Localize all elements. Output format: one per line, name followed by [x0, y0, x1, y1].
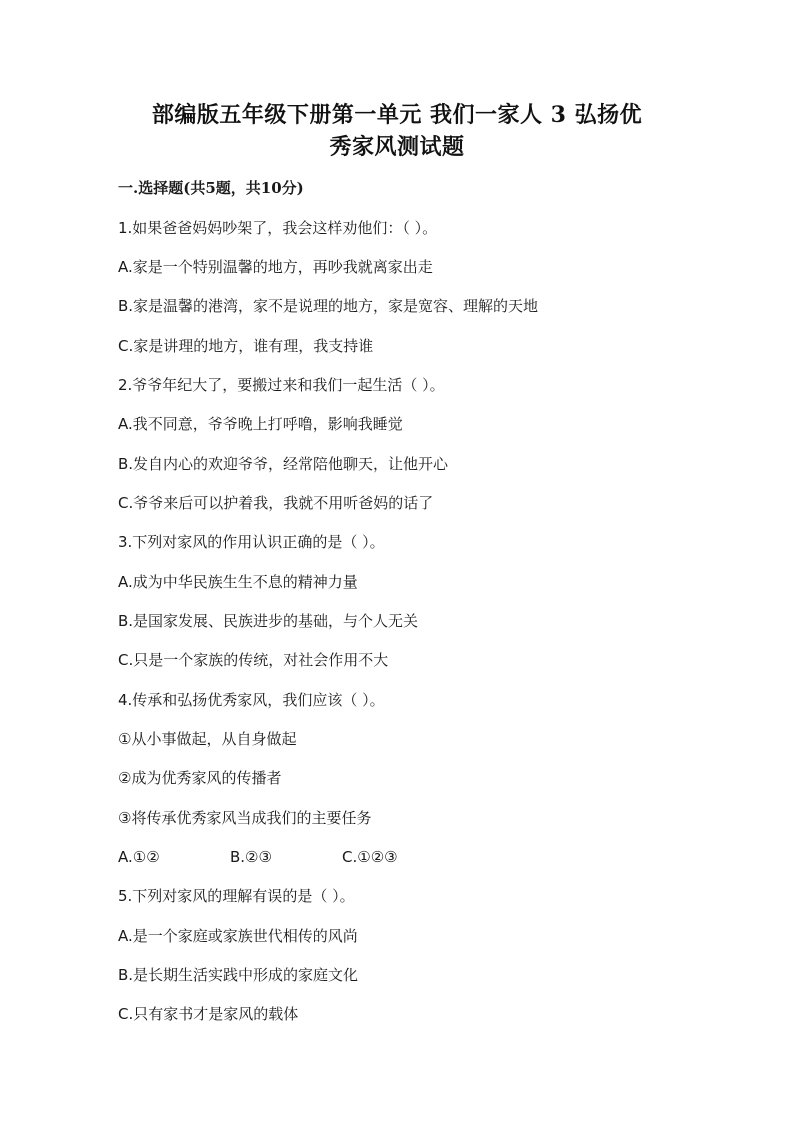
question-2-option-a: A.我不同意，爷爷晚上打呼噜，影响我睡觉: [118, 415, 403, 433]
question-4-statement-1: ①从小事做起，从自身做起: [118, 730, 297, 748]
question-5-option-a: A.是一个家庭或家族世代相传的风尚: [118, 927, 358, 945]
document-title-line-2: 秀家风测试题: [329, 134, 465, 160]
question-2-stem: 2.爷爷年纪大了，要搬过来和我们一起生活（ ）。: [118, 376, 445, 394]
question-5-option-c: C.只有家书才是家风的载体: [118, 1005, 299, 1023]
question-1-option-c: C.家是讲理的地方，谁有理，我支持谁: [118, 337, 374, 355]
question-3-option-c: C.只是一个家族的传统，对社会作用不大: [118, 651, 389, 669]
question-4-statement-2: ②成为优秀家风的传播者: [118, 769, 282, 787]
question-1-stem: 1.如果爸爸妈妈吵架了，我会这样劝他们：（ ）。: [118, 219, 438, 237]
question-4-option-a: A.①②: [118, 848, 160, 866]
question-1-option-a: A.家是一个特别温馨的地方，再吵我就离家出走: [118, 258, 433, 276]
question-3-option-a: A.成为中华民族生生不息的精神力量: [118, 573, 358, 591]
question-2-option-b: B.发自内心的欢迎爷爷，经常陪他聊天，让他开心: [118, 455, 449, 473]
question-4-option-b: B.②③: [230, 848, 272, 866]
question-4-statement-3: ③将传承优秀家风当成我们的主要任务: [118, 809, 372, 827]
section-heading: 一.选择题(共5题，共10分): [118, 179, 304, 197]
question-2-option-c: C.爷爷来后可以护着我，我就不用听爸妈的话了: [118, 494, 434, 512]
document-title-line-1: 部编版五年级下册第一单元 我们一家人 3 弘扬优: [151, 102, 643, 128]
question-4-options-row: [118, 847, 538, 867]
question-5-option-b: B.是长期生活实践中形成的家庭文化: [118, 966, 359, 984]
question-1-option-b: B.家是温馨的港湾，家不是说理的地方，家是宽容、理解的天地: [118, 297, 539, 315]
question-3-option-b: B.是国家发展、民族进步的基础，与个人无关: [118, 612, 419, 630]
question-4-option-c: C.①②③: [342, 848, 398, 866]
question-5-stem: 5.下列对家风的理解有误的是（ ）。: [118, 887, 355, 905]
question-4-stem: 4.传承和弘扬优秀家风，我们应该（ ）。: [118, 691, 385, 709]
question-3-stem: 3.下列对家风的作用认识正确的是（ ）。: [118, 533, 385, 551]
